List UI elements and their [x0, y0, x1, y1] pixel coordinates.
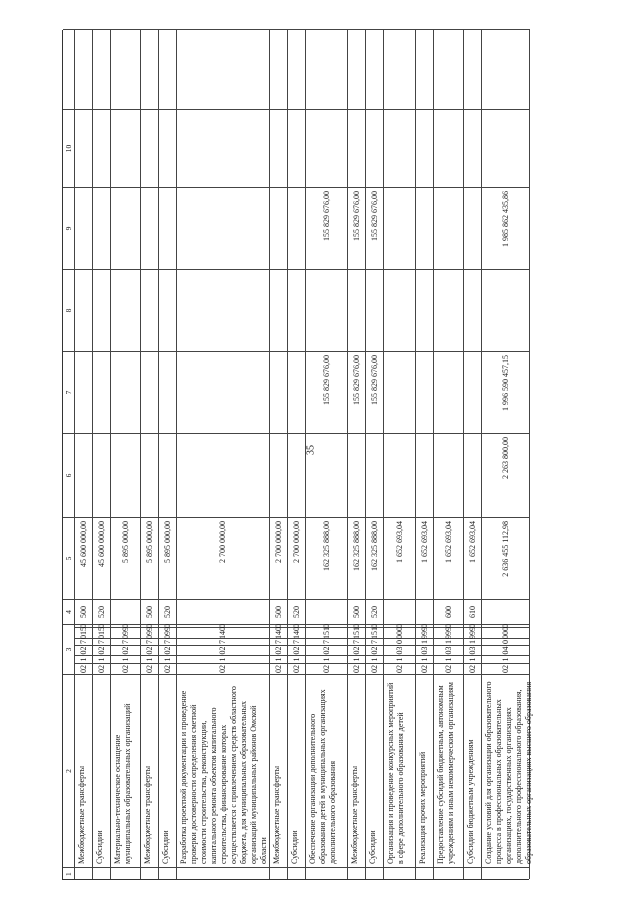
row-name: Создание условий для организации образовательного процесса в профессиональных образовательных организациях, государственных организациях дополнительного профессионального образования, образовательных организациях высшего образования [482, 674, 529, 867]
expense-type-code: 520 [159, 599, 176, 624]
code-part-4: 1 [434, 638, 463, 645]
filler-cell [416, 29, 433, 109]
code-part-6: 0 [111, 624, 140, 627]
amount-col-6 [416, 433, 433, 517]
code-part-2: 1 [348, 655, 365, 663]
amount-col-6 [177, 433, 269, 517]
column-header-2: 2 [63, 674, 74, 867]
amount-col-7 [177, 351, 269, 433]
amount-col-8 [177, 269, 269, 351]
code-part-3: 02 [177, 645, 269, 655]
amount-col-10 [111, 109, 140, 187]
amount-col-10 [384, 109, 415, 187]
amount-col-7 [93, 351, 110, 433]
column-header-10: 10 [63, 109, 74, 187]
code-part-5: 140 [177, 627, 269, 638]
code-part-2: 1 [306, 655, 347, 663]
code-part-5: 140 [270, 627, 287, 638]
amount-col-9 [416, 187, 433, 269]
code-part-2: 1 [464, 655, 481, 663]
code-part-3: 02 [111, 645, 140, 655]
code-part-2: 1 [288, 655, 305, 663]
code-part-2: 1 [93, 655, 110, 663]
amount-col-8 [384, 269, 415, 351]
column-header-5: 5 [63, 517, 74, 599]
amount-col-10 [75, 109, 92, 187]
column-header-filler [63, 29, 74, 109]
table-row [93, 29, 111, 879]
amount-col-6 [159, 433, 176, 517]
amount-col-10 [366, 109, 383, 187]
amount-col-5: 162 325 888,00 [366, 517, 383, 599]
amount-col-8 [159, 269, 176, 351]
amount-col-8 [416, 269, 433, 351]
row-marker-cell [288, 867, 305, 879]
row-marker-cell [177, 867, 269, 879]
code-part-4: 7 [141, 638, 158, 645]
column-header-9: 9 [63, 187, 74, 269]
expense-type-code: 520 [288, 599, 305, 624]
amount-col-6 [348, 433, 365, 517]
row-marker-cell [159, 867, 176, 879]
table-row [366, 29, 384, 879]
row-marker-cell [384, 867, 415, 879]
amount-col-5: 2 700 000,00 [270, 517, 287, 599]
amount-col-7 [288, 351, 305, 433]
code-part-5: 140 [288, 627, 305, 638]
code-part-1: 02 [464, 663, 481, 674]
row-name: Межбюджетные трансферты [348, 674, 365, 867]
table-row [75, 29, 93, 879]
code-part-6: 0 [482, 624, 529, 627]
code-part-5: 151 [366, 627, 383, 638]
code-part-5: 151 [306, 627, 347, 638]
amount-col-10 [288, 109, 305, 187]
amount-col-10 [434, 109, 463, 187]
amount-col-5: 162 325 888,00 [348, 517, 365, 599]
amount-col-10 [348, 109, 365, 187]
row-marker-cell [416, 867, 433, 879]
code-part-4: 1 [464, 638, 481, 645]
code-part-4: 7 [93, 638, 110, 645]
row-marker-cell [93, 867, 110, 879]
code-part-3: 03 [434, 645, 463, 655]
code-part-1: 02 [159, 663, 176, 674]
amount-col-5: 2 700 000,00 [177, 517, 269, 599]
code-part-6: 0 [384, 624, 415, 627]
code-part-2: 1 [416, 655, 433, 663]
amount-col-9: 155 829 676,00 [366, 187, 383, 269]
code-part-5: 151 [348, 627, 365, 638]
amount-col-5: 2 700 000,00 [288, 517, 305, 599]
code-part-5: 099 [111, 627, 140, 638]
amount-col-6 [288, 433, 305, 517]
filler-cell [434, 29, 463, 109]
code-part-2: 1 [159, 655, 176, 663]
code-part-1: 02 [177, 663, 269, 674]
table-row [177, 29, 270, 879]
code-part-3: 02 [288, 645, 305, 655]
filler-cell [482, 29, 529, 109]
code-part-2: 1 [482, 655, 529, 663]
expense-type-code: 500 [141, 599, 158, 624]
code-part-4: 7 [75, 638, 92, 645]
amount-col-7 [384, 351, 415, 433]
amount-col-5: 1 652 693,04 [416, 517, 433, 599]
amount-col-8 [111, 269, 140, 351]
code-part-2: 1 [384, 655, 415, 663]
expense-type-code [482, 599, 529, 624]
code-part-2: 1 [141, 655, 158, 663]
amount-col-6 [366, 433, 383, 517]
code-part-4: 7 [111, 638, 140, 645]
expense-type-code: 500 [348, 599, 365, 624]
code-part-4: 0 [482, 638, 529, 645]
code-part-1: 02 [288, 663, 305, 674]
amount-col-9 [464, 187, 481, 269]
code-part-3: 02 [306, 645, 347, 655]
amount-col-10 [464, 109, 481, 187]
expense-type-code [111, 599, 140, 624]
row-name: Предоставление субсидий бюджетным, автономным учреждениям и иным некоммерческим организациям [434, 674, 463, 867]
code-part-6: 0 [464, 624, 481, 627]
code-part-6: 0 [288, 624, 305, 627]
code-part-6: 0 [270, 624, 287, 627]
amount-col-8 [348, 269, 365, 351]
filler-cell [348, 29, 365, 109]
filler-cell [93, 29, 110, 109]
row-name: Организация и проведение конкурсных мероприятий в сфере дополнительного образования детей [384, 674, 415, 867]
amount-col-9 [270, 187, 287, 269]
amount-col-8 [482, 269, 529, 351]
code-part-4: 7 [288, 638, 305, 645]
code-part-4: 0 [384, 638, 415, 645]
amount-col-8 [270, 269, 287, 351]
row-marker-cell [270, 867, 287, 879]
code-part-4: 7 [306, 638, 347, 645]
amount-col-10 [93, 109, 110, 187]
column-header-6: 6 [63, 433, 74, 517]
code-part-3: 03 [416, 645, 433, 655]
row-name: Субсидии [288, 674, 305, 867]
code-part-4: 7 [159, 638, 176, 645]
amount-col-8 [75, 269, 92, 351]
amount-col-6 [306, 433, 347, 517]
amount-col-5: 45 600 000,00 [93, 517, 110, 599]
filler-cell [141, 29, 158, 109]
amount-col-6: 2 263 800,00 [482, 433, 529, 517]
header-row [63, 29, 75, 879]
table-row [348, 29, 366, 879]
code-part-1: 02 [366, 663, 383, 674]
code-part-1: 02 [416, 663, 433, 674]
amount-col-5: 162 325 888,00 [306, 517, 347, 599]
table-row [464, 29, 482, 879]
code-part-2: 1 [111, 655, 140, 663]
rotated-table-wrapper [62, 30, 632, 880]
amount-col-5: 45 600 000,00 [75, 517, 92, 599]
code-part-4: 7 [348, 638, 365, 645]
code-part-4: 7 [177, 638, 269, 645]
table-row [111, 29, 141, 879]
code-part-1: 02 [348, 663, 365, 674]
expense-type-code: 520 [366, 599, 383, 624]
row-marker-cell [306, 867, 347, 879]
code-part-3: 03 [384, 645, 415, 655]
expense-type-code [177, 599, 269, 624]
amount-col-10 [416, 109, 433, 187]
amount-col-7 [75, 351, 92, 433]
filler-cell [111, 29, 140, 109]
amount-col-9 [288, 187, 305, 269]
row-marker-cell [434, 867, 463, 879]
row-marker-cell [111, 867, 140, 879]
code-part-3: 02 [348, 645, 365, 655]
amount-col-5: 5 895 000,00 [111, 517, 140, 599]
expense-type-code: 610 [464, 599, 481, 624]
amount-col-8 [434, 269, 463, 351]
table-row [306, 29, 348, 879]
code-part-4: 1 [416, 638, 433, 645]
amount-col-7 [464, 351, 481, 433]
amount-col-9 [384, 187, 415, 269]
row-name: Межбюджетные трансферты [141, 674, 158, 867]
code-part-2: 1 [177, 655, 269, 663]
amount-col-7 [416, 351, 433, 433]
code-part-3: 02 [366, 645, 383, 655]
amount-col-6 [141, 433, 158, 517]
amount-col-6 [434, 433, 463, 517]
code-part-3: 02 [270, 645, 287, 655]
table-row [141, 29, 159, 879]
code-part-3: 02 [75, 645, 92, 655]
amount-col-6 [384, 433, 415, 517]
table-row [384, 29, 416, 879]
expense-type-code [384, 599, 415, 624]
amount-col-6 [75, 433, 92, 517]
amount-col-7: 155 829 676,00 [348, 351, 365, 433]
code-part-1: 02 [75, 663, 92, 674]
code-part-1: 02 [270, 663, 287, 674]
amount-col-5: 1 652 693,04 [434, 517, 463, 599]
amount-col-10 [306, 109, 347, 187]
code-part-5: 999 [434, 627, 463, 638]
code-part-1: 02 [306, 663, 347, 674]
code-part-1: 02 [141, 663, 158, 674]
code-part-3: 02 [93, 645, 110, 655]
amount-col-9 [111, 187, 140, 269]
code-part-6: 0 [75, 624, 92, 627]
code-part-6: 0 [93, 624, 110, 627]
code-part-2: 1 [270, 655, 287, 663]
expense-type-code: 520 [93, 599, 110, 624]
amount-col-6 [93, 433, 110, 517]
row-name: Межбюджетные трансферты [270, 674, 287, 867]
code-part-6: 0 [434, 624, 463, 627]
amount-col-9 [75, 187, 92, 269]
amount-col-5: 1 652 693,04 [384, 517, 415, 599]
code-part-6: 0 [306, 624, 347, 627]
amount-col-6 [111, 433, 140, 517]
code-part-1: 02 [482, 663, 529, 674]
amount-col-10 [159, 109, 176, 187]
amount-col-9 [159, 187, 176, 269]
amount-col-9 [141, 187, 158, 269]
amount-col-10 [482, 109, 529, 187]
expense-type-code: 500 [75, 599, 92, 624]
filler-cell [270, 29, 287, 109]
amount-col-7 [111, 351, 140, 433]
amount-col-5: 2 636 455 112,98 [482, 517, 529, 599]
amount-col-7: 155 829 676,00 [306, 351, 347, 433]
code-part-5: 015 [75, 627, 92, 638]
filler-cell [306, 29, 347, 109]
amount-col-8 [464, 269, 481, 351]
code-part-1: 02 [384, 663, 415, 674]
column-header-8: 8 [63, 269, 74, 351]
filler-cell [159, 29, 176, 109]
filler-cell [288, 29, 305, 109]
filler-cell [366, 29, 383, 109]
row-name: Субсидии бюджетным учреждениям [464, 674, 481, 867]
row-name: Разработка проектной документации и проведение проверки достоверности определения сметной стоимости строительства, реконструкции, капитального ремонта объектов капитального строительства, финансирование которых осуществляется с привлечением средств областного бюджета, для муниципальных образовательных организаций муниципальных районов Омской области [177, 674, 269, 867]
code-part-5: 015 [93, 627, 110, 638]
page-number: 35 [305, 445, 317, 455]
table-row [288, 29, 306, 879]
code-part-4: 7 [366, 638, 383, 645]
row-name: Субсидии [93, 674, 110, 867]
amount-col-7 [159, 351, 176, 433]
row-name: Материально-техническое оснащение муниципальных образовательных организаций [111, 674, 140, 867]
table-row [270, 29, 288, 879]
amount-col-9 [177, 187, 269, 269]
row-name: Реализация прочих мероприятий [416, 674, 433, 867]
amount-col-10 [141, 109, 158, 187]
row-name: Обеспечение организации дополнительного образования детей в муниципальных организациях дополнительного образования [306, 674, 347, 867]
row-marker-cell [464, 867, 481, 879]
amount-col-9 [434, 187, 463, 269]
amount-col-8 [141, 269, 158, 351]
column-header-4: 4 [63, 599, 74, 624]
amount-col-7 [270, 351, 287, 433]
code-part-2: 1 [75, 655, 92, 663]
code-part-5: 999 [464, 627, 481, 638]
row-marker-cell [348, 867, 365, 879]
row-marker-cell [482, 867, 529, 879]
amount-col-10 [270, 109, 287, 187]
filler-cell [177, 29, 269, 109]
code-part-3: 04 [482, 645, 529, 655]
amount-col-7 [434, 351, 463, 433]
amount-col-9: 1 985 862 435,86 [482, 187, 529, 269]
expense-type-code [416, 599, 433, 624]
code-part-6: 0 [348, 624, 365, 627]
code-part-1: 02 [93, 663, 110, 674]
table-row [159, 29, 177, 879]
amount-col-6 [464, 433, 481, 517]
amount-col-5: 1 652 693,04 [464, 517, 481, 599]
code-part-6: 0 [177, 624, 269, 627]
amount-col-7: 155 829 676,00 [366, 351, 383, 433]
code-part-6: 0 [416, 624, 433, 627]
column-header-3: 3 [63, 624, 74, 674]
budget-table [62, 30, 533, 880]
code-part-5: 999 [416, 627, 433, 638]
code-part-1: 02 [434, 663, 463, 674]
code-part-6: 0 [366, 624, 383, 627]
code-part-3: 03 [464, 645, 481, 655]
row-marker-cell [366, 867, 383, 879]
expense-type-code [306, 599, 347, 624]
expense-type-code: 500 [270, 599, 287, 624]
column-header-1: 1 [63, 867, 74, 879]
code-part-3: 02 [159, 645, 176, 655]
code-part-5: 099 [159, 627, 176, 638]
row-name: Межбюджетные трансферты [75, 674, 92, 867]
code-part-6: 0 [141, 624, 158, 627]
amount-col-8 [366, 269, 383, 351]
row-marker-cell [141, 867, 158, 879]
code-part-2: 1 [434, 655, 463, 663]
table-row [416, 29, 434, 879]
amount-col-8 [306, 269, 347, 351]
amount-col-5: 5 895 000,00 [159, 517, 176, 599]
code-part-5: 000 [384, 627, 415, 638]
amount-col-9: 155 829 676,00 [348, 187, 365, 269]
amount-col-6 [270, 433, 287, 517]
amount-col-8 [288, 269, 305, 351]
code-part-4: 7 [270, 638, 287, 645]
code-part-1: 02 [111, 663, 140, 674]
amount-col-10 [177, 109, 269, 187]
filler-cell [384, 29, 415, 109]
code-part-2: 1 [366, 655, 383, 663]
column-header-7: 7 [63, 351, 74, 433]
row-name: Субсидии [159, 674, 176, 867]
amount-col-7: 1 996 590 457,15 [482, 351, 529, 433]
amount-col-9 [93, 187, 110, 269]
amount-col-7 [141, 351, 158, 433]
row-name: Субсидии [366, 674, 383, 867]
amount-col-9: 155 829 676,00 [306, 187, 347, 269]
filler-cell [75, 29, 92, 109]
row-marker-cell [75, 867, 92, 879]
amount-col-5: 5 895 000,00 [141, 517, 158, 599]
code-part-5: 099 [141, 627, 158, 638]
amount-col-8 [93, 269, 110, 351]
filler-cell [464, 29, 481, 109]
code-part-3: 02 [141, 645, 158, 655]
code-part-6: 0 [159, 624, 176, 627]
table-row [482, 29, 533, 879]
code-part-5: 000 [482, 627, 529, 638]
table-row [434, 29, 464, 879]
expense-type-code: 600 [434, 599, 463, 624]
